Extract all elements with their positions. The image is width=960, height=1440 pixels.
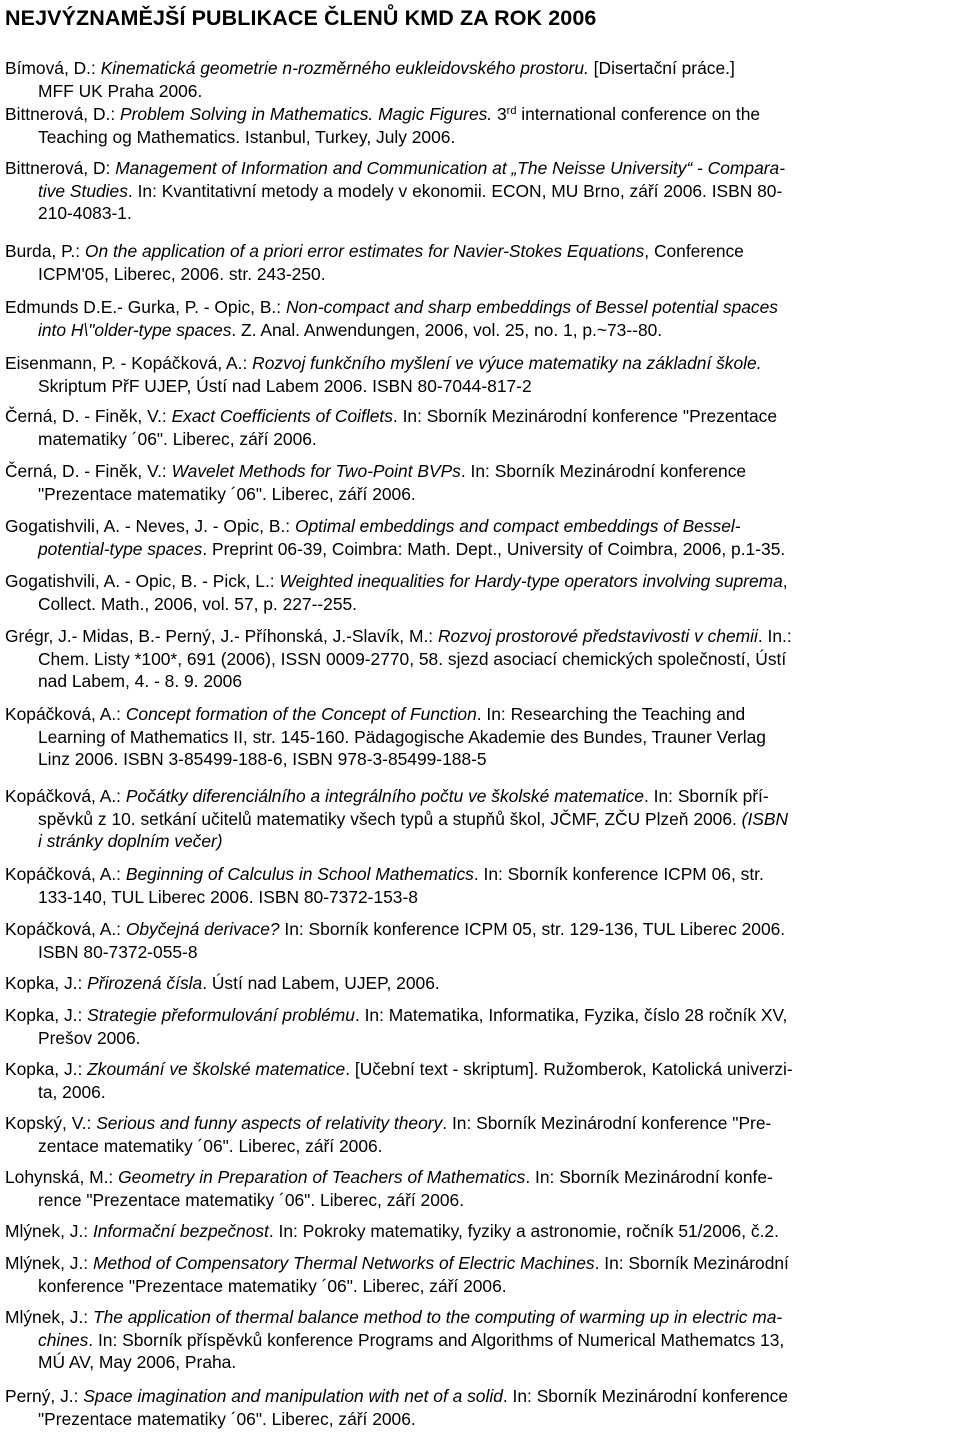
citation-text: Linz 2006. ISBN 3-85499-188-6, ISBN 978-3-85499-188-5 — [38, 749, 487, 769]
entry-line — [5, 703, 953, 726]
entry-line — [5, 460, 953, 483]
citation-text: , — [782, 571, 788, 591]
citation-text: , Conference — [644, 241, 744, 261]
citation-text: Prešov 2006. — [38, 1027, 141, 1048]
superscript-text: rd — [506, 105, 517, 117]
publication-entry — [5, 972, 953, 995]
publication-title-text: The application of thermal balance method to the computing of warming up in electric ma- — [92, 1307, 783, 1327]
publication-entry — [5, 1306, 953, 1374]
entry-line — [5, 593, 953, 616]
entry-line — [5, 202, 953, 225]
citation-text: Kopáčková, A.: — [5, 704, 126, 724]
citation-text: Collect. Math., 2006, vol. 57, p. 227--255. — [38, 593, 358, 614]
publication-title-text: tive Studies — [38, 180, 128, 201]
citation-text: matematiky ´06". Liberec, září 2006. — [38, 428, 317, 449]
publication-title-text: On the application of a priori error estimates for Navier-Stokes Equations — [84, 241, 645, 261]
publication-title-text: Method of Compensatory Thermal Networks of Electric Machines — [92, 1253, 595, 1273]
publication-entry — [5, 460, 953, 505]
publication-entry — [5, 157, 953, 225]
citation-text: . Preprint 06-39, Coimbra: Math. Dept., University of Coimbra, 2006, p.1-35. — [202, 538, 786, 559]
entry-line — [5, 375, 953, 398]
entry-line — [5, 1135, 953, 1158]
citation-text: zentace matematiky ´06". Liberec, září 2006. — [38, 1135, 383, 1156]
citation-text: nad Labem, 4. - 8. 9. 2006 — [38, 671, 243, 691]
citation-text: Mlýnek, J.: — [5, 1221, 93, 1241]
publication-title-text: potential-type spaces — [38, 538, 203, 559]
citation-text: . In: Researching the Teaching and — [476, 704, 746, 724]
citation-text: Perný, J.: — [5, 1386, 84, 1406]
entry-line — [5, 863, 953, 886]
publication-title-text: Optimal embeddings and compact embeddings of Bessel- — [294, 516, 741, 536]
entry-line — [5, 1252, 953, 1275]
publication-title-text: Rozvoj funkčního myšlení ve výuce matematiky na základní škole. — [252, 353, 762, 373]
citation-text: Kopka, J.: — [5, 973, 88, 993]
citation-text: Černá, D. - Finěk, V.: — [5, 406, 172, 426]
entry-line — [5, 1004, 953, 1027]
publication-entry — [5, 240, 953, 285]
citation-text: Lohynská, M.: — [5, 1167, 119, 1187]
entry-line — [5, 830, 953, 853]
citation-text: Kopka, J.: — [5, 1059, 88, 1079]
citation-text: . In.: — [757, 626, 792, 646]
citation-text: 3 — [492, 104, 507, 124]
entry-line — [5, 625, 953, 648]
publication-title-text: Geometry in Preparation of Teachers of Mathematics — [118, 1167, 526, 1187]
entry-line — [5, 319, 953, 342]
publication-title-text: Přirozená čísla — [87, 973, 203, 993]
entry-line — [5, 157, 953, 180]
publication-entry — [5, 103, 953, 148]
entry-line — [5, 57, 953, 80]
entry-line — [5, 180, 953, 203]
entry-line — [5, 126, 953, 149]
entry-line — [5, 1112, 953, 1135]
citation-text: [Disertační práce.] — [588, 58, 735, 78]
citation-text: 133-140, TUL Liberec 2006. ISBN 80-7372-153-8 — [38, 886, 418, 907]
entry-line — [5, 515, 953, 538]
citation-text: MFF UK Praha 2006. — [38, 80, 203, 101]
citation-text: Kopáčková, A.: — [5, 919, 126, 939]
publication-entry — [5, 570, 953, 615]
citation-text: . In: Matematika, Informatika, Fyzika, číslo 28 ročník XV, — [354, 1005, 788, 1025]
publication-entry — [5, 625, 953, 693]
citation-text: Bímová, D.: — [5, 58, 101, 78]
citation-text: Grégr, J.- Midas, B.- Perný, J.- Příhonská, J.-Slavík, M.: — [5, 626, 438, 646]
page-title: NEJVÝZNAMĚJŠÍ PUBLIKACE ČLENŮ KMD ZA ROK 2006 — [5, 6, 597, 30]
citation-text: . In: Sborník Mezinárodní konference "Pre- — [442, 1113, 772, 1133]
publication-title-text: Concept formation of the Concept of Function — [125, 704, 477, 724]
entry-line — [5, 1081, 953, 1104]
entry-line — [5, 263, 953, 286]
publication-entry — [5, 1166, 953, 1211]
publication-entry — [5, 703, 953, 771]
citation-text: . In: Pokroky matematiky, fyziky a astronomie, ročník 51/2006, č.2. — [268, 1221, 779, 1241]
entry-line — [5, 918, 953, 941]
citation-text: . In: Kvantitativní metody a modely v ekonomii. ECON, MU Brno, září 2006. ISBN 80- — [127, 180, 783, 201]
publication-entry — [5, 515, 953, 560]
citation-text: . In: Sborník Mezinárodní konference "Prezentace — [392, 406, 778, 426]
publication-entry — [5, 918, 953, 963]
citation-text: . In: Sborník Mezinárodní konfe- — [525, 1167, 773, 1187]
entry-line — [5, 670, 953, 693]
entry-line — [5, 80, 953, 103]
citation-text: Eisenmann, P. - Kopáčková, A.: — [5, 353, 253, 373]
citation-text: Kopáčková, A.: — [5, 786, 126, 806]
publication-title-text: into H\"older-type spaces — [38, 319, 232, 340]
entry-line — [5, 483, 953, 506]
publication-entry — [5, 863, 953, 908]
citation-text: spěvků z 10. setkání učitelů matematiky všech typů a stupňů škol, JČMF, ZČU Plzeň 2006. — [38, 808, 742, 829]
citation-text: ISBN 80-7372-055-8 — [38, 941, 198, 962]
citation-text: . Ústí nad Labem, UJEP, 2006. — [202, 973, 440, 993]
entry-line — [5, 1275, 953, 1298]
entry-line — [5, 748, 953, 771]
entry-line — [5, 538, 953, 561]
publication-entry — [5, 1058, 953, 1103]
citation-text: Gogatishvili, A. - Opic, B. - Pick, L.: — [5, 571, 280, 591]
entry-line — [5, 1027, 953, 1050]
entry-line — [5, 1385, 953, 1408]
entry-line — [5, 1166, 953, 1189]
entry-line — [5, 352, 953, 375]
publication-entry — [5, 1252, 953, 1297]
publication-title-text: Strategie přeformulování problému — [87, 1005, 355, 1025]
entry-line — [5, 1220, 953, 1243]
entry-line — [5, 1329, 953, 1352]
publication-title-text: Informační bezpečnost — [92, 1221, 269, 1241]
publication-entry — [5, 352, 953, 397]
citation-text: international conference on the — [516, 104, 761, 124]
citation-text: . In: Sborník konference ICPM 06, str. — [473, 864, 764, 884]
publication-entry — [5, 1004, 953, 1049]
publication-title-text: Management of Information and Communication at „The Neisse University“ - Compara- — [115, 158, 785, 178]
publication-entry — [5, 785, 953, 853]
entry-line — [5, 1306, 953, 1329]
publication-title-text: Problem Solving in Mathematics. Magic Figures. — [120, 104, 493, 124]
publication-title-text: Zkoumání ve školské matematice — [87, 1059, 346, 1079]
entry-line — [5, 428, 953, 451]
entry-line — [5, 972, 953, 995]
publication-title-text: Obyčejná derivace? — [125, 919, 280, 939]
entry-line — [5, 1189, 953, 1212]
citation-text: Burda, P.: — [5, 241, 85, 261]
citation-text: ta, 2006. — [38, 1081, 106, 1102]
entry-line — [5, 808, 953, 831]
publication-title-text: Rozvoj prostorové představivosti v chemii — [437, 626, 758, 646]
citation-text: . In: Sborník příspěvků konference Programs and Algorithms of Numerical Mathematcs 13, — [88, 1329, 785, 1350]
publication-entry — [5, 57, 953, 102]
citation-text: In: Sborník konference ICPM 05, str. 129-136, TUL Liberec 2006. — [279, 919, 786, 939]
entry-line — [5, 103, 953, 126]
citation-text: Learning of Mathematics II, str. 145-160. Pädagogische Akademie des Bundes, Trauner Verlag — [38, 726, 766, 747]
citation-text: 210-4083-1. — [38, 203, 132, 223]
citation-text: Bittnerová, D: — [5, 158, 116, 178]
entry-line — [5, 941, 953, 964]
citation-text: Mlýnek, J.: — [5, 1307, 93, 1327]
citation-text: . In: Sborník Mezinárodní — [594, 1253, 789, 1273]
citation-text: Edmunds D.E.- Gurka, P. - Opic, B.: — [5, 297, 286, 317]
citation-text: Bittnerová, D.: — [5, 104, 121, 124]
publication-title-text: Weighted inequalities for Hardy-type operators involving suprema — [279, 571, 783, 591]
entry-line — [5, 240, 953, 263]
publication-title-text: Kinematická geometrie n-rozměrného eukleidovského prostoru. — [100, 58, 589, 78]
citation-text: Kopáčková, A.: — [5, 864, 126, 884]
citation-text: . In: Sborník Mezinárodní konference — [502, 1386, 789, 1406]
entry-line — [5, 296, 953, 319]
citation-text: Skriptum PřF UJEP, Ústí nad Labem 2006. ISBN 80-7044-817-2 — [38, 375, 532, 396]
publication-title-text: Wavelet Methods for Two-Point BVPs — [171, 461, 461, 481]
publication-title-text: i stránky doplním večer) — [38, 831, 223, 851]
citation-text: Černá, D. - Finěk, V.: — [5, 461, 172, 481]
publication-entry — [5, 296, 953, 341]
citation-text: Gogatishvili, A. - Neves, J. - Opic, B.: — [5, 516, 295, 536]
publication-title-text: Počátky diferenciálního a integrálního počtu ve školské matematice — [125, 786, 644, 806]
citation-text: konference "Prezentace matematiky ´06". Liberec, září 2006. — [38, 1275, 507, 1296]
entry-line — [5, 1058, 953, 1081]
publication-title-text: Space imagination and manipulation with net of a solid — [83, 1386, 503, 1406]
citation-text: ICPM'05, Liberec, 2006. str. 243-250. — [38, 263, 326, 284]
publication-title-text: Non-compact and sharp embeddings of Bessel potential spaces — [285, 297, 778, 317]
entry-line — [5, 726, 953, 749]
citation-text: rence "Prezentace matematiky ´06". Liberec, září 2006. — [38, 1189, 465, 1210]
citation-text: Kopka, J.: — [5, 1005, 88, 1025]
publication-entry — [5, 1220, 953, 1243]
citation-text: . Z. Anal. Anwendungen, 2006, vol. 25, no. 1, p.~73--80. — [231, 319, 663, 340]
entry-line — [5, 1408, 953, 1431]
citation-text: . In: Sborník pří- — [643, 786, 769, 806]
citation-text: Teaching og Mathematics. Istanbul, Turkey, July 2006. — [38, 126, 456, 147]
entry-line — [5, 785, 953, 808]
publication-entry — [5, 405, 953, 450]
publication-title-text: Exact Coefficients of Coiflets — [171, 406, 393, 426]
citation-text: MÚ AV, May 2006, Praha. — [38, 1352, 237, 1372]
citation-text: "Prezentace matematiky ´06". Liberec, září 2006. — [38, 483, 416, 504]
publication-title-text: (ISBN — [741, 808, 789, 829]
publication-entry — [5, 1112, 953, 1157]
entry-line — [5, 1351, 953, 1374]
publication-title-text: Serious and funny aspects of relativity theory — [96, 1113, 443, 1133]
citation-text: Kopský, V.: — [5, 1113, 97, 1133]
publication-title-text: chines — [38, 1329, 89, 1350]
entry-line — [5, 886, 953, 909]
entry-line — [5, 405, 953, 428]
publication-entry — [5, 1385, 953, 1430]
citation-text: "Prezentace matematiky ´06". Liberec, září 2006. — [38, 1408, 416, 1429]
citation-text: . [Učební text - skriptum]. Ružomberok, Katolická univerzi- — [345, 1059, 793, 1079]
citation-text: . In: Sborník Mezinárodní konference — [460, 461, 747, 481]
citation-text: Mlýnek, J.: — [5, 1253, 93, 1273]
entry-line — [5, 570, 953, 593]
entry-line — [5, 648, 953, 671]
citation-text: Chem. Listy *100*, 691 (2006), ISSN 0009-2770, 58. sjezd asociací chemických společností, Ústí — [38, 648, 787, 669]
publication-title-text: Beginning of Calculus in School Mathematics — [125, 864, 474, 884]
